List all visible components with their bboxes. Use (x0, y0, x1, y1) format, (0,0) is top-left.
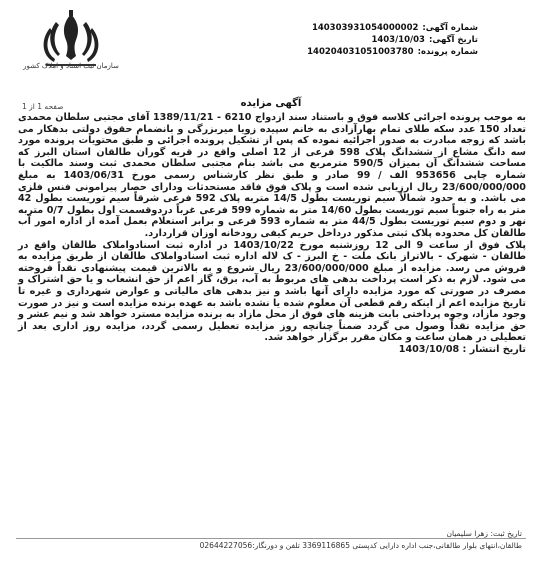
notice-meta (208, 22, 478, 58)
notice-date: 1403/10/03 (371, 35, 425, 45)
file-number: 140204031051003780 (307, 47, 414, 57)
notice-date-label: تاریخ آگهی: (428, 35, 478, 45)
document-title: آگهی مزایده (240, 98, 302, 109)
notice-number-row (208, 22, 478, 34)
publish-date: 1403/10/08 (398, 343, 460, 355)
notice-footer (0, 527, 542, 567)
organization-caption: سازمان ثبت اسناد و املاک کشور (23, 62, 119, 70)
file-number-row (208, 46, 478, 58)
publish-label: تاریخ انتشار : (462, 343, 526, 355)
publish-row (18, 344, 526, 356)
footer-registrar: تاریخ ثبت: زهرا سلیمیان (446, 529, 522, 538)
notice-number-label: شماره آگهی: (422, 23, 478, 33)
notice-body (18, 112, 526, 355)
page-indicator: صفحه 1 از 1 (22, 102, 64, 111)
body-paragraph: پلاک فوق از ساعت 9 الی 12 روزشنبه مورخ 1403/10/22 در اداره ثبت اسنادواملاک طالقان واقع در طالقان - شهرک - بالاتراز بانک ملت - خ البرز - ک لاله اداره ثبت اسنادواملاک طالقان از طریق مزایده به فروش می رسد. مزایده از مبلغ 23/600/000/000 ریال شروع و به بالاترین قیمت پیشنهادی نقداً فروخته می شود. لازم به ذکر است پرداخت بدهی های مربوط به آب، برق، گاز اعم از حق انشعاب و یا حق اشتراک و مصرف در صورتی که مورد مزایده دارای آنها باشد و نیز بدهی های مالیاتی و عوارض شهرداری و غیره تا تاریخ مزایده اعم از اینکه رقم قطعی آن معلوم شده یا نشده باشد به عهده برنده مزایده است و نیز در صورت وجود مازاد، وجوه پرداختی بابت هزینه های فوق از محل مازاد به برنده مزایده مسترد خواهد شد و نیم عشر و حق مزایده نقداً وصول می گردد ضمناً چنانچه روز مزایده تعطیل رسمی گردد، مزایده روز اداری بعد از تعطیلی در همان ساعت و مکان مقرر برگزار خواهد شد. (18, 239, 526, 344)
file-number-label: شماره پرونده: (417, 47, 478, 57)
footer-address: طالقان،انتهای بلوار طالقانی،جنب اداره دارایی کدپستی 3369116865 تلفن و دورنگار:02644227056 (199, 541, 522, 550)
emblem-icon (26, 8, 116, 86)
body-paragraph: به موجب پرونده اجرائی کلاسه فوق و باستناد سند ازدواج 6210 - 1389/11/21 آقای مجتبی سلطان محمدی تعداد 150 عدد سکه طلای تمام بهارآزادی به خانم سپیده زویا میربزرگی و بانضمام حقوق دولتی بدهکار می باشد که زوجه مبادرت به صدور اجرائیه نموده که پس از تشکیل پرونده اجرائی و طبق محتویات پرونده مورد سه دانگ مشاع از ششدانگ پلاک 598 فرعی از 12 اصلی واقع در قریه گوران طالقان استان البرز که مساحت ششدانگ آن بمیزان 590/5 مترمربع می باشد بنام مجتبی سلطان محمدی ثبت وسند مالکیت با شماره چاپی 953656 الف / 99 صادر و طبق نظر کارشناس رسمی مورخ 1403/06/31 به مبلغ 23/600/000/000 ریال ارزیابی شده است و پلاک فوق فاقد مستحدثات ودارای حصار پیرامونی فنس فلزی می باشد. و به حدود شمالاً سیم توریست بطول 14/5 متربه پلاک 592 فرعی شرقاً سیم توریست بطول 42 متر به راه جنوباً سیم توریست بطول 14/60 متر به شماره 599 فرعی غرباً دردوقسمت اول بطول 0/7 متربه نهر و دوم سیم توریست بطول 44/5 متر به شماره 593 فرعی و برابر استعلام بعمل آمده از اداره امور آب طالقان کل محدوده پلاک ثبتی مذکور درداخل حریم کیفی رودخانه اوزان قراردارد. (18, 112, 527, 239)
notice-number: 140303931054000002 (311, 23, 419, 33)
notice-header (0, 0, 542, 90)
notice-date-row (208, 34, 478, 46)
